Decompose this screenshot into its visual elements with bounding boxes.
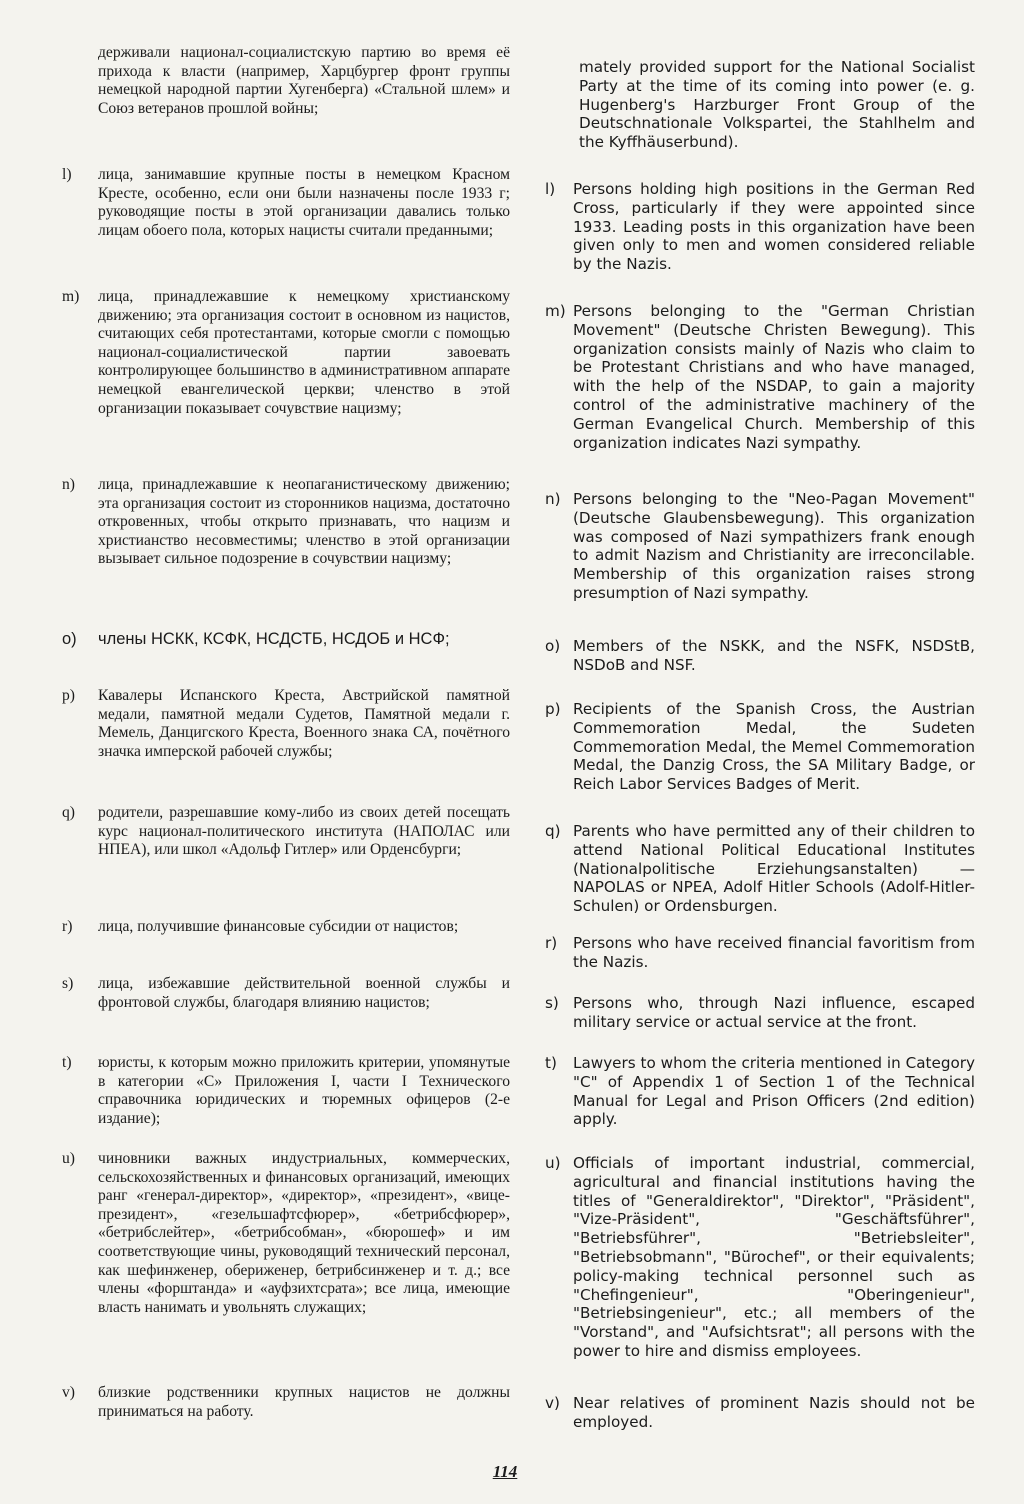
- english-continuation: [545, 58, 975, 152]
- item-text: Кавалеры Испанского Креста, Австрийской памятной медали, памятной медали Судетов, Памятной медали г. Мемель, Данцигского Креста, Военного знака СА, почётного значка имперской рабочей службы;: [98, 687, 510, 760]
- english-item-v: [545, 1394, 975, 1432]
- item-label: r): [545, 934, 558, 952]
- russian-item-o: [62, 630, 510, 649]
- english-item-s: [545, 994, 975, 1032]
- russian-item-s: [62, 975, 510, 1012]
- item-text: Officials of important industrial, commercial, agricultural and financial institutions having the titles of "Generaldirektor", "Direktor", "Präsident", "Vize-Präsident", "Geschäftsführer", "Betriebsführer", "Betriebsleiter", "Betriebsobmann", "Bürochef", or their equivalents; policy-making technical personnel such as "Chefingenieur", "Oberingenieur", "Betriebsingenieur", etc.; all members of the "Vorstand", and "Aufsichtsrat"; all persons with the power to hire and dismiss employees.: [573, 1154, 975, 1360]
- item-text: лица, принадлежавшие к неопаганистическому движению; эта организация состоит из сторонников нацизма, достаточно откровенных, чтобы открыто признавать, что нацизм и христианство несовместимы; членство в этой организации вызывает сильное подозрение в сочувствии нацизму;: [98, 476, 510, 568]
- item-label: p): [545, 700, 561, 718]
- russian-item-v: [62, 1384, 510, 1421]
- item-text: чиновники важных индустриальных, коммерческих, сельскохозяйственных и финансовых организаций, имеющих ранг «генерал-директор», «директор», «президент», «вице-президент», «гезельшафтсфюрер», «бетрибсфюрер», «бетрибслейтер», «бетрибсобман», «бюрошеф» и им соответствующие чины, руководящий технический персонал, как шефинженер, обериженер, бетрибсинженер и т. д.; все члены «форштанда» и «ауфзихтсрата»; все лица, имеющие власть нанимать и увольнять служащих;: [98, 1150, 510, 1316]
- item-label: t): [62, 1054, 72, 1071]
- russian-item-q: [62, 804, 510, 860]
- item-text: Persons belonging to the "Neo-Pagan Movement" (Deutsche Glaubensbewegung). This organization was composed of Nazi sympathizers frank enough to admit Nazism and Christianity are irreconcilable. Membership of this organization raises strong presumption of Nazi sympathy.: [573, 490, 975, 602]
- english-item-p: [545, 700, 975, 794]
- item-label: m): [62, 288, 80, 305]
- english-item-q: [545, 822, 975, 916]
- item-label: s): [545, 994, 559, 1012]
- english-item-l: [545, 180, 975, 274]
- item-label: u): [545, 1154, 561, 1172]
- russian-item-n: [62, 476, 510, 569]
- item-text: лица, принадлежавшие к немецкому христианскому движению; эта организация состоит в основном из нацистов, считающих себя протестантами, которые смогли с помощью национал-социалистической партии завоевать контролирующее большинство в административном аппарате немецкой евангелической церкви; членство в этой организации показывает сочувствие нацизму;: [98, 288, 510, 417]
- item-text: лица, избежавшие действительной военной службы и фронтовой службы, благодаря влиянию нацистов;: [98, 975, 510, 1011]
- item-text: юристы, к которым можно приложить критерии, упомянутые в категории «С» Приложения I, части I Технического справочника юридических и тюремных офицеров (2-е издание);: [98, 1054, 510, 1127]
- item-text: Persons holding high positions in the German Red Cross, particularly if they were appointed since 1933. Leading posts in this organization have been given only to men and women considered reliable by the Nazis.: [573, 180, 975, 274]
- english-item-n: [545, 490, 975, 603]
- english-item-o: [545, 637, 975, 675]
- item-text: члены НСКК, КСФК, НСДСТБ, НСДОБ и НСФ;: [98, 630, 450, 648]
- item-text: близкие родственники крупных нацистов не должны приниматься на работу.: [98, 1384, 510, 1420]
- item-text: Lawyers to whom the criteria mentioned in Category "C" of Appendix 1 of Section 1 of the Technical Manual for Legal and Prison Officers (2nd edition) apply.: [573, 1054, 975, 1129]
- russian-item-m: [62, 288, 510, 418]
- russian-item-l: [62, 166, 510, 240]
- english-item-r: [545, 934, 975, 972]
- item-text: лица, занимавшие крупные посты в немецком Красном Кресте, особенно, если они были назначены после 1933 г; руководящие посты в этой организации давались только лицам обоего пола, которых нацисты считали преданными;: [98, 166, 510, 239]
- english-item-u: [545, 1154, 975, 1361]
- item-label: q): [62, 804, 75, 821]
- item-label: m): [545, 302, 566, 320]
- item-label: t): [545, 1054, 557, 1072]
- item-text: Members of the NSKK, and the NSFK, NSDStB, NSDoB and NSF.: [573, 637, 975, 674]
- item-label: o): [545, 637, 561, 655]
- english-continuation-text: mately provided support for the National Socialist Party at the time of its coming into power (e. g. Hugenberg's Harzburger Front Group of the Deutschnationale Volkspartei, the Stahlhelm and the Kyffhäuserbund).: [579, 58, 975, 152]
- item-label: u): [62, 1150, 75, 1167]
- item-label: o): [62, 630, 77, 648]
- page-number: 114: [492, 1462, 518, 1481]
- item-label: l): [545, 180, 556, 198]
- item-text: родители, разрешавшие кому-либо из своих детей посещать курс национал-политического института (НАПОЛАС или НПЕА), или школ «Адольф Гитлер» или Орденсбурги;: [98, 804, 510, 859]
- item-label: r): [62, 918, 73, 935]
- item-label: n): [545, 490, 561, 508]
- russian-item-u: [62, 1150, 510, 1317]
- item-text: Parents who have permitted any of their children to attend National Political Educational Institutes (Nationalpolitische Erziehungsanstalten) — NAPOLAS or NPEA, Adolf Hitler Schools (Adolf-Hitler-Schulen) or Ordensburgen.: [573, 822, 975, 916]
- item-label: v): [62, 1384, 75, 1401]
- item-label: s): [62, 975, 74, 992]
- english-item-t: [545, 1054, 975, 1129]
- item-text: Persons who, through Nazi influence, escaped military service or actual service at the front.: [573, 994, 975, 1031]
- item-text: Near relatives of prominent Nazis should not be employed.: [573, 1394, 975, 1431]
- russian-item-r: [62, 918, 510, 937]
- russian-continuation: [62, 44, 510, 118]
- item-label: v): [545, 1394, 560, 1412]
- item-text: лица, получившие финансовые субсидии от нацистов;: [98, 918, 459, 935]
- item-label: n): [62, 476, 75, 493]
- item-text: Recipients of the Spanish Cross, the Austrian Commemoration Medal, the Sudeten Commemoration Medal, the Memel Commemoration Medal, the Danzig Cross, the SA Military Badge, or Reich Labor Services Badges of Merit.: [573, 700, 975, 794]
- item-text: Persons who have received financial favoritism from the Nazis.: [573, 934, 975, 971]
- item-label: p): [62, 687, 75, 704]
- russian-item-p: [62, 687, 510, 761]
- item-label: q): [545, 822, 561, 840]
- item-label: l): [62, 166, 72, 183]
- russian-item-t: [62, 1054, 510, 1128]
- english-item-m: [545, 302, 975, 452]
- russian-continuation-text: держивали национал-социалистскую партию во время её прихода к власти (например, Харцбургер фронт группы немецкой народной партии Хугенберга) «Стальной шлем» и Союз ветеранов прошлой войны;: [98, 44, 510, 117]
- item-text: Persons belonging to the "German Christian Movement" (Deutsche Christen Bewegung). This organization consists mainly of Nazis who claim to be Protestant Christians and who have managed, with the help of the NSDAP, to gain a majority control of the administrative machinery of the German Evangelical Church. Membership of this organization indicates Nazi sympathy.: [573, 302, 975, 452]
